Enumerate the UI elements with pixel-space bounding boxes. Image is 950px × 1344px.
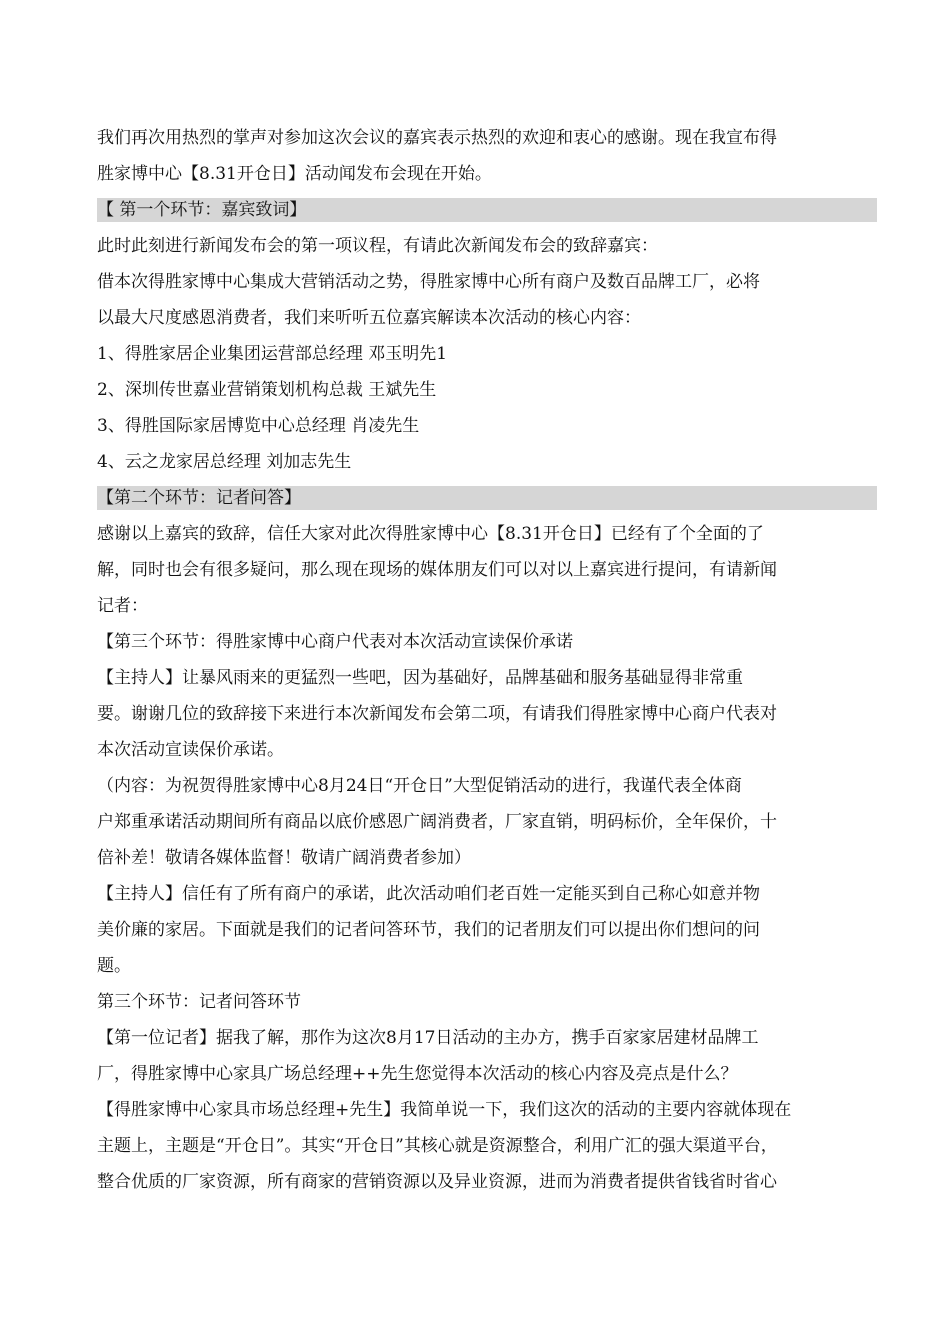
section-heading-reporter-qa: 【第二个环节：记者问答】	[97, 486, 877, 510]
paragraph-answer-1	[97, 1092, 877, 1200]
document-page	[97, 120, 877, 1200]
section-heading-price-pledge: 【第三个环节：得胜家博中心商户代表对本次活动宣读保价承诺	[97, 632, 573, 652]
text-line: 我们再次用热烈的掌声对参加这次会议的嘉宾表示热烈的欢迎和衷心的感谢。现在我宣布得	[97, 128, 777, 148]
text-line: 以最大尺度感恩消费者，我们来听听五位嘉宾解读本次活动的核心内容：	[97, 308, 641, 328]
text-line: 此时此刻进行新闻发布会的第一项议程，有请此次新闻发布会的致辞嘉宾：	[97, 236, 658, 256]
text-line: 整合优质的厂家资源，所有商家的营销资源以及异业资源，进而为消费者提供省钱省时省心	[97, 1172, 777, 1192]
guest-list-item: 4、云之龙家居总经理 刘加志先生	[97, 452, 352, 472]
guest-list-item: 3、得胜国际家居博览中心总经理 肖凌先生	[97, 416, 420, 436]
text-line: 记者：	[97, 596, 148, 616]
text-line: 要。谢谢几位的致辞接下来进行本次新闻发布会第二项，有请我们得胜家博中心商户代表对	[97, 704, 777, 724]
text-line: 解，同时也会有很多疑问，那么现在现场的媒体朋友们可以对以上嘉宾进行提问，有请新闻	[97, 560, 777, 580]
text-line: 题。	[97, 956, 131, 976]
section-heading-guest-speech: 【 第一个环节：嘉宾致词】	[97, 198, 877, 222]
text-line: 【第一位记者】据我了解，那作为这次8月17日活动的主办方，携手百家家居建材品牌工	[97, 1028, 759, 1048]
text-line: 【得胜家博中心家具市场总经理+先生】我简单说一下，我们这次的活动的主要内容就体现在	[97, 1100, 792, 1120]
paragraph-reporter-1	[97, 1020, 877, 1092]
text-line: 【主持人】让暴风雨来的更猛烈一些吧，因为基础好，品牌基础和服务基础显得非常重	[97, 668, 743, 688]
text-line: 美价廉的家居。下面就是我们的记者问答环节，我们的记者朋友们可以提出你们想问的问	[97, 920, 760, 940]
section-heading-qa-session: 第三个环节：记者问答环节	[97, 992, 301, 1012]
text-line: 主题上，主题是“开仓日”。其实“开仓日”其核心就是资源整合，利用广汇的强大渠道平台，	[97, 1136, 778, 1156]
text-line: 户郑重承诺活动期间所有商品以底价感恩广阔消费者，厂家直销，明码标价，全年保价，十	[97, 812, 777, 832]
text-line: 感谢以上嘉宾的致辞，信任大家对此次得胜家博中心【8.31开仓日】已经有了个全面的了	[97, 524, 764, 544]
paragraph-host-1	[97, 660, 877, 768]
paragraph-thanks	[97, 516, 877, 624]
text-line: 借本次得胜家博中心集成大营销活动之势，得胜家博中心所有商户及数百品牌工厂，必将	[97, 272, 760, 292]
text-line: （内容：为祝贺得胜家博中心8月24日“开仓日”大型促销活动的进行，我谨代表全体商	[97, 776, 742, 796]
paragraph-intro	[97, 228, 877, 264]
paragraph-host-2	[97, 876, 877, 984]
paragraph-welcome	[97, 120, 877, 192]
text-line: 本次活动宣读保价承诺。	[97, 740, 284, 760]
guest-list-item: 2、深圳传世嘉业营销策划机构总裁 王斌先生	[97, 380, 437, 400]
text-line: 倍补差！敬请各媒体监督！敬请广阔消费者参加）	[97, 848, 471, 868]
paragraph-theme	[97, 264, 877, 336]
guest-list-item: 1、得胜家居企业集团运营部总经理 邓玉明先1	[97, 344, 448, 364]
text-line: 胜家博中心【8.31开仓日】活动闻发布会现在开始。	[97, 164, 492, 184]
paragraph-pledge-content	[97, 768, 877, 876]
text-line: 厂，得胜家博中心家具广场总经理++先生您觉得本次活动的核心内容及亮点是什么？	[97, 1064, 738, 1084]
text-line: 【主持人】信任有了所有商户的承诺，此次活动咱们老百姓一定能买到自己称心如意并物	[97, 884, 760, 904]
